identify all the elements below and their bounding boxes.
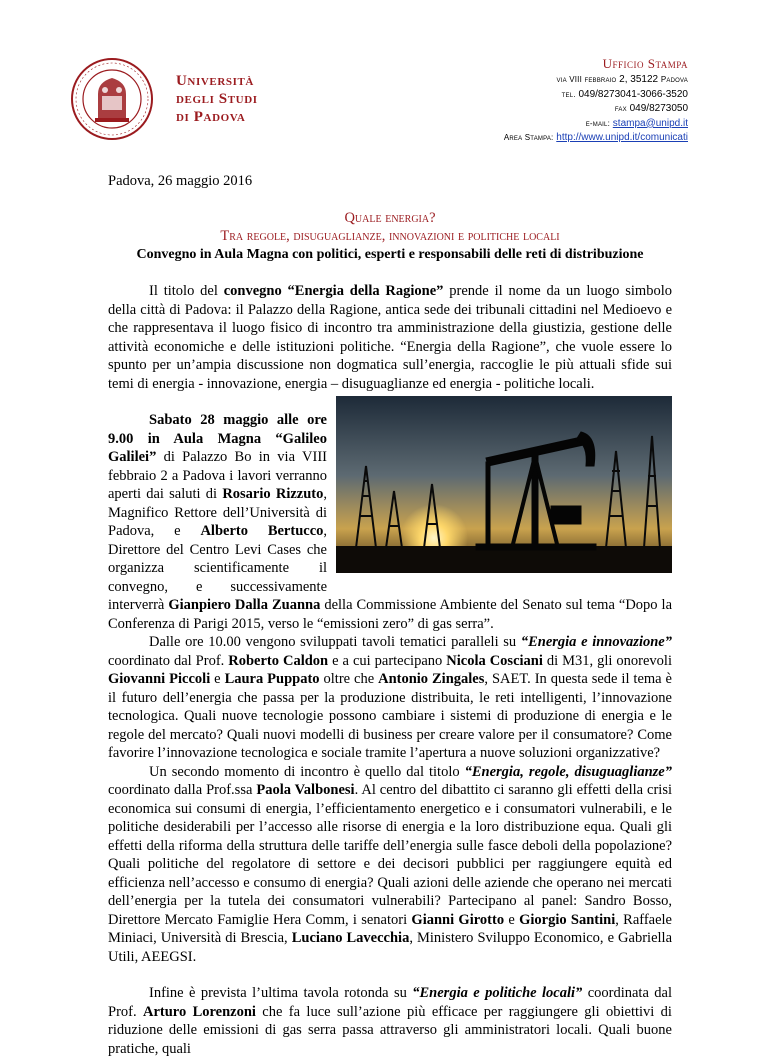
text-run: e bbox=[504, 911, 520, 928]
text-run: coordinata dal Prof. bbox=[108, 985, 672, 1020]
email-link[interactable]: stampa@unipd.it bbox=[612, 117, 688, 129]
press-release bbox=[108, 172, 672, 1058]
university-name-line: degli Studi bbox=[176, 91, 258, 107]
letterhead bbox=[0, 0, 768, 160]
university-name-line: di Padova bbox=[176, 109, 246, 125]
speaker-name: Gianpiero Dalla Zuanna bbox=[168, 597, 321, 613]
panel-title: “Energia e politiche locali” bbox=[412, 985, 583, 1001]
tel-line bbox=[504, 88, 688, 102]
speaker-name: Paola Valbonesi bbox=[256, 782, 355, 798]
university-name bbox=[176, 72, 258, 126]
paragraph-1 bbox=[108, 282, 672, 393]
address-number: 2, 35122 bbox=[616, 74, 661, 86]
fax-value: 049/8273050 bbox=[626, 103, 688, 115]
address-prefix: via VIII febbraio bbox=[556, 75, 617, 85]
press-office-title: Ufficio Stampa bbox=[602, 56, 688, 71]
text-run: , Raffaele Miniaci, Università di Brescia, bbox=[108, 911, 672, 946]
release-title: Quale energia? bbox=[344, 209, 436, 226]
press-office-block bbox=[504, 57, 688, 145]
text-run: prende il nome da un luogo simbolo della città di Padova: il Palazzo della Ragione, antica sede dei tribunali cittadini nel Medioevo e che rappresentava il luogo fisico di incontro tra amministrazione della giustizia, gestione delle attività economiche e delle istituzioni politiche. “Energia della Ragione”, che vuole essere lo spunto per un’ampia discussione non dogmatica sull’energia, raccoglie le più attuali sfide sui temi di energia - innovazione, energia – disuguaglianze ed energia - politiche locali. bbox=[108, 283, 672, 392]
paragraph-4 bbox=[108, 763, 672, 967]
area-stampa-link[interactable]: http://www.unipd.it/comunicati bbox=[556, 132, 688, 144]
speaker-name: Gianni Girotto bbox=[411, 911, 505, 928]
fax-line bbox=[504, 102, 688, 116]
highlight-convegno: convegno “Energia della Ragione” bbox=[223, 283, 444, 299]
text-run: Infine è prevista l’ultima tavola rotonda su bbox=[149, 985, 413, 1001]
speaker-name: Rosario Rizzuto bbox=[222, 486, 324, 502]
speaker-name: Giovanni Piccoli bbox=[108, 671, 211, 687]
text-run: Dalle ore 10.00 vengono sviluppati tavoli tematici paralleli su bbox=[149, 634, 521, 650]
speaker-name: Laura Puppato bbox=[224, 671, 320, 687]
speaker-name: Nicola Cosciani bbox=[446, 652, 543, 669]
text-run: Un secondo momento di incontro è quello dal titolo bbox=[149, 763, 465, 780]
text-run: che fa luce sull’azione più efficace per raggiungere gli obiettivi di riduzione delle emissioni di gas serra passa attraverso gli amministratori locali. Quali buone pratiche, quali bbox=[108, 1003, 672, 1057]
text-run: , Direttore del Centro Levi Cases che organizza scientificamente il convegno, e successivamente interverrà bbox=[108, 523, 327, 613]
panel-title: “Energia e innovazione” bbox=[520, 634, 672, 650]
text-run: coordinato dal Prof. bbox=[108, 652, 229, 669]
text-run: e bbox=[210, 671, 225, 687]
tel-value: 049/8273041-3066-3520 bbox=[575, 88, 688, 100]
email-label: e-mail: bbox=[585, 118, 611, 128]
release-subtitle: Tra regole, disuguaglianze, innovazioni e politiche locali bbox=[220, 228, 560, 244]
speaker-name: Antonio Zingales bbox=[378, 671, 485, 687]
speaker-name: Giorgio Santini bbox=[519, 911, 616, 928]
university-seal-logo bbox=[71, 58, 153, 140]
university-name-line: Università bbox=[176, 73, 254, 89]
text-run: coordinato dalla Prof.ssa bbox=[108, 782, 257, 798]
area-line bbox=[504, 131, 688, 145]
text-run: , SAET. In questa sede il tema è il futuro dell’energia che passa per la produzione distribuita, le reti intelligenti, l’innovazione tecnologica. Quali nuove tecnologie possono cambiare i sistemi di produzione di energia e le regole del mercato? Quali nuovi modelli di business per creare valore per il consumatore? Come favorire l’innovazione tecnologica e sociale tramite l’apertura a nuove soluzioni organizzative? bbox=[108, 671, 672, 761]
speaker-name: Alberto Bertucco bbox=[200, 523, 324, 539]
paragraph-3 bbox=[108, 633, 672, 763]
speaker-name: Luciano Lavecchia bbox=[291, 930, 410, 946]
event-date-time: Sabato 28 maggio alle ore 9.00 in Aula Magna “Galileo Galilei” bbox=[108, 412, 327, 465]
text-run: Il titolo del bbox=[149, 283, 224, 299]
dateline: Padova, 26 maggio 2016 bbox=[108, 173, 253, 189]
paragraph-5 bbox=[108, 984, 672, 1058]
area-label: Area Stampa: bbox=[503, 133, 554, 143]
release-tagline: Convegno in Aula Magna con politici, esperti e responsabili delle reti di distribuzione bbox=[136, 246, 644, 262]
tel-label: tel. bbox=[561, 89, 576, 99]
text-run: , Ministero Sviluppo Economico, e Gabriella Utili, AEEGSI. bbox=[108, 930, 672, 965]
text-run: di Palazzo Bo in via VIII febbraio 2 a Padova i lavori verranno aperti dai saluti di bbox=[108, 449, 327, 502]
text-run: oltre che bbox=[319, 671, 379, 687]
text-run: e a cui partecipano bbox=[328, 652, 447, 669]
panel-title: “Energia, regole, disuguaglianze” bbox=[464, 763, 672, 780]
speaker-name: Roberto Caldon bbox=[228, 652, 329, 669]
release-title-block bbox=[108, 209, 672, 265]
speaker-name: Arturo Lorenzoni bbox=[142, 1003, 256, 1020]
text-run: di M31, gli onorevoli bbox=[542, 652, 672, 669]
fax-label: fax bbox=[614, 104, 627, 114]
email-line bbox=[504, 117, 688, 131]
text-run: , Magnifico Rettore dell’Università di Padova, e bbox=[108, 486, 328, 539]
address-line bbox=[504, 73, 688, 87]
text-run: della Commissione Ambiente del Senato sul tema “Dopo la Conferenza di Parigi 2015, verso le “emissioni zero” di gas serra”. bbox=[108, 597, 673, 632]
oil-pumpjack-photo bbox=[336, 396, 672, 573]
text-run: . Al centro del dibattito ci saranno gli effetti della crisi economica sui consumi di energia, l’efficientamento energetico e i consumatori vulnerabili, e le politiche desiderabili per l’accesso alle risorse di energia e la loro distribuzione equa. Quali gli effetti della riforma della struttura delle tariffe dell’energia sulle fasce deboli della popolazione? Quali politiche del regolatore di settore e dei decisori pubblici per raggiungere equità ed efficienza nell’accesso e consumo di energia? Quali azioni delle aziende che operano nei mercati dell’energia per la tutela dei consumatori vulnerabili? Partecipano al panel: Sandro Bosso, Direttore Mercato Famiglie Hera Comm, i senatori bbox=[108, 782, 672, 928]
address-city: Padova bbox=[660, 75, 688, 85]
release-body bbox=[108, 282, 672, 1058]
